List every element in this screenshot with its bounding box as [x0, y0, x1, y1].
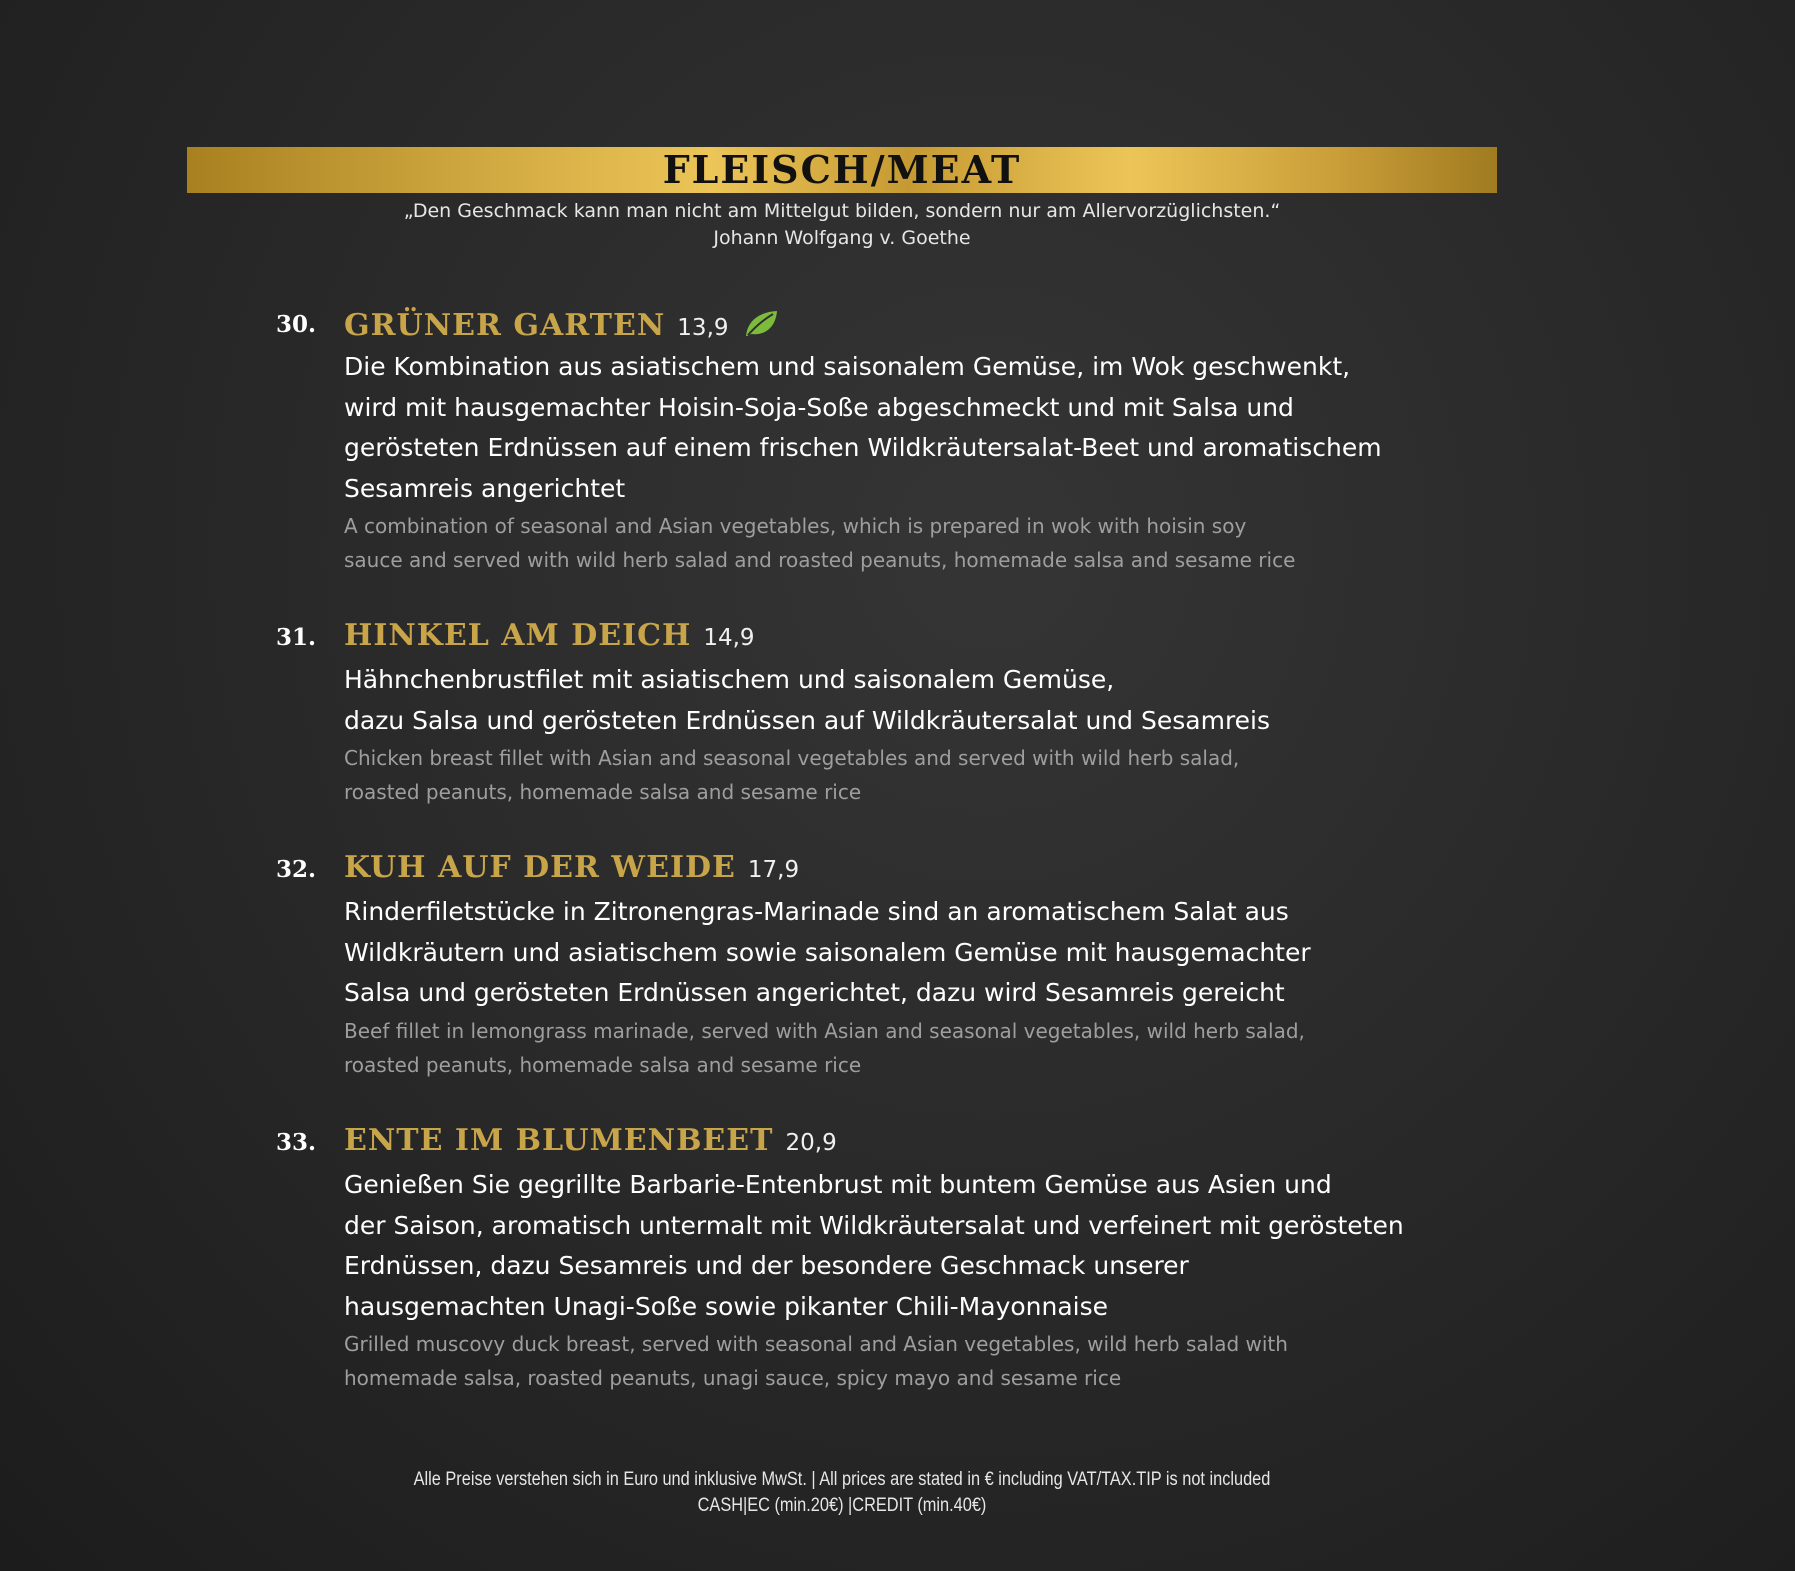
- section-title: FLEISCH/MEAT: [662, 147, 1022, 192]
- item-price: 17,9: [747, 857, 800, 883]
- item-number: 32.: [276, 856, 317, 883]
- item-price: 20,9: [785, 1130, 837, 1156]
- item-description-de: Hähnchenbrustfilet mit asiatischem und saisonalem Gemüse, dazu Salsa und gerösteten Erdnüssen auf Wildkräutersalat und Sesamreis: [344, 665, 1271, 735]
- item-description-en: Chicken breast fillet with Asian and seasonal vegetables and served with wild herb salad, roasted peanuts, homemade salsa and sesame rice: [344, 746, 1240, 804]
- item-name: HINKEL AM DEICH: [344, 618, 692, 653]
- item-description-en: A combination of seasonal and Asian vegetables, which is prepared in wok with hoisin soy sauce and served with wild herb salad and roasted peanuts, homemade salsa and sesame rice: [344, 514, 1296, 572]
- section-banner: [187, 147, 1497, 193]
- item-name: ENTE IM BLUMENBEET: [344, 1123, 774, 1158]
- item-number: 30.: [276, 311, 317, 338]
- quote: [187, 198, 1497, 252]
- item-description-de: Genießen Sie gegrillte Barbarie-Entenbrust mit buntem Gemüse aus Asien und der Saison, aromatisch untermalt mit Wildkräutersalat und verfeinert mit gerösteten Erdnüssen, dazu Sesamreis und der besondere Geschmack unserer hausgemachten Unagi-Soße sowie pikanter Chili-Mayonnaise: [344, 1170, 1404, 1321]
- price-note-line: Alle Preise verstehen sich in Euro und inklusive MwSt. | All prices are stated in € including VAT/TAX.TIP is not included: [413, 1469, 1271, 1490]
- item-price: 14,9: [703, 625, 755, 651]
- quote-author: Johann Wolfgang v. Goethe: [713, 227, 971, 249]
- item-name: KUH AUF DER WEIDE: [344, 850, 736, 885]
- leaf-icon: [743, 309, 779, 339]
- payment-note-line: CASH|EC (min.20€) |CREDIT (min.40€): [697, 1495, 987, 1516]
- item-description-en: Beef fillet in lemongrass marinade, served with Asian and seasonal vegetables, wild herb salad, roasted peanuts, homemade salsa and sesame rice: [344, 1018, 1305, 1077]
- item-description-en: Grilled muscovy duck breast, served with seasonal and Asian vegetables, wild herb salad with homemade salsa, roasted peanuts, unagi sauce, spicy mayo and sesame rice: [344, 1332, 1288, 1390]
- price-note: [279, 1467, 1406, 1519]
- item-description-de: Die Kombination aus asiatischem und saisonalem Gemüse, im Wok geschwenkt, wird mit hausgemachter Hoisin-Soja-Soße abgeschmeckt und mit Salsa und gerösteten Erdnüssen auf einem frischen Wildkräutersalat-Beet und aromatischem Sesamreis angerichtet: [344, 352, 1382, 503]
- item-price: 13,9: [677, 315, 729, 341]
- quote-text: „Den Geschmack kann man nicht am Mittelgut bilden, sondern nur am Allervorzüglichsten.“: [403, 200, 1281, 222]
- item-number: 31.: [276, 624, 317, 651]
- item-number: 33.: [276, 1129, 317, 1156]
- item-name: GRÜNER GARTEN: [344, 308, 666, 343]
- item-description-de: Rinderfiletstücke in Zitronengras-Marinade sind an aromatischem Salat aus Wildkräutern und asiatischem sowie saisonalem Gemüse mit hausgemachter Salsa und gerösteten Erdnüssen angerichtet, dazu wird Sesamreis gereicht: [344, 897, 1311, 1007]
